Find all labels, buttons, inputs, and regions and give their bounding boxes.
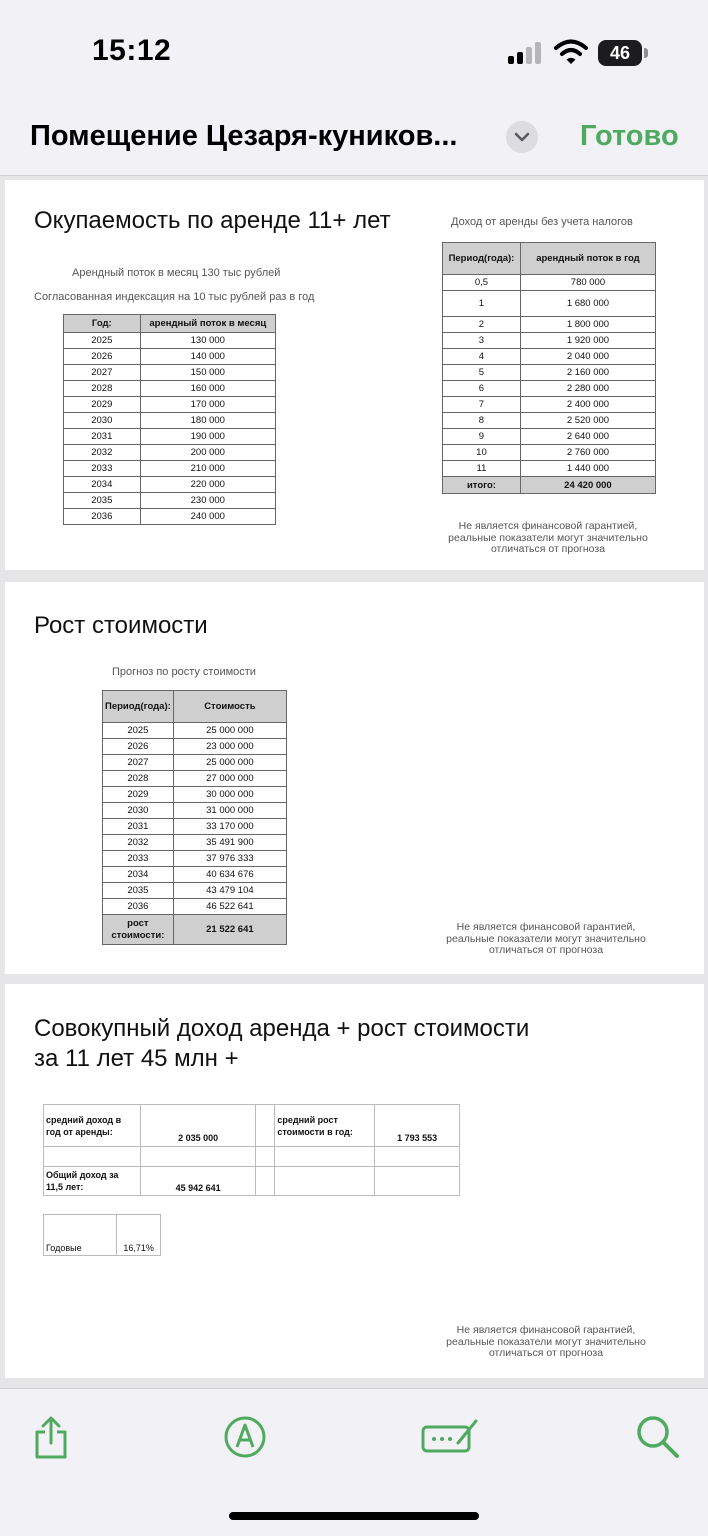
table-row (64, 349, 276, 365)
forecast-caption: Прогноз по росту стоимости (112, 666, 256, 678)
table-row (443, 333, 656, 349)
row-value: 1 800 000 (520, 317, 655, 333)
row-value: 190 000 (140, 429, 275, 445)
row-value: 220 000 (140, 477, 275, 493)
row-label: 2034 (103, 867, 174, 883)
table-row (443, 349, 656, 365)
table-row (64, 461, 276, 477)
row-label: 4 (443, 349, 521, 365)
table-row (103, 883, 287, 899)
markup-icon[interactable] (221, 1413, 269, 1461)
disclaimer: Не является финансовой гарантией, реальные показатели могут значительно отличаться от прогноза (446, 1324, 646, 1359)
table-row (103, 835, 287, 851)
total-income-value: 45 942 641 (140, 1167, 256, 1196)
row-label: 2032 (103, 835, 174, 851)
annual-yield-value: 16,71% (117, 1215, 161, 1256)
table-header: Год: (64, 315, 141, 333)
table-row (443, 445, 656, 461)
rent-income-caption: Доход от аренды без учета налогов (451, 216, 633, 228)
row-label: 0,5 (443, 275, 521, 291)
page-title: Окупаемость по аренде 11+ лет (34, 207, 391, 234)
rent-note: Арендный поток в месяц 130 тыс рублей (72, 267, 281, 279)
row-value: 150 000 (140, 365, 275, 381)
row-label: 2036 (103, 899, 174, 915)
row-value: 30 000 000 (173, 787, 286, 803)
total-label: рост стоимости: (103, 915, 174, 945)
row-value: 37 976 333 (173, 851, 286, 867)
total-income-label: Общий доход за 11,5 лет: (44, 1167, 141, 1196)
row-label: 2025 (64, 333, 141, 349)
row-label: 1 (443, 291, 521, 317)
table-row (64, 397, 276, 413)
row-value: 200 000 (140, 445, 275, 461)
table-row (443, 429, 656, 445)
table-row (103, 803, 287, 819)
row-label: 11 (443, 461, 521, 477)
home-indicator (229, 1512, 479, 1520)
row-label: 6 (443, 381, 521, 397)
row-value: 1 440 000 (520, 461, 655, 477)
done-button[interactable]: Готово (580, 120, 679, 152)
table-row (443, 291, 656, 317)
table-row (64, 477, 276, 493)
total-value: 21 522 641 (173, 915, 286, 945)
bottom-toolbar (0, 1388, 708, 1536)
avg-rent-value: 2 035 000 (140, 1105, 256, 1147)
row-value: 130 000 (140, 333, 275, 349)
row-label: 2030 (64, 413, 141, 429)
table-row (103, 899, 287, 915)
table-header: Период(года): (443, 243, 521, 275)
page-title-line2: за 11 лет 45 млн + (34, 1045, 239, 1072)
table-row (64, 445, 276, 461)
row-value: 2 760 000 (520, 445, 655, 461)
disclaimer: Не является финансовой гарантией, реальные показатели могут значительно отличаться от прогноза (446, 921, 646, 956)
share-icon[interactable] (27, 1413, 75, 1461)
row-label: 2027 (103, 755, 174, 771)
row-label: 2035 (103, 883, 174, 899)
table-row (103, 851, 287, 867)
table-header: арендный поток в год (520, 243, 655, 275)
annual-yield-table (43, 1214, 161, 1256)
table-row (64, 509, 276, 525)
row-value: 230 000 (140, 493, 275, 509)
status-time: 15:12 (92, 34, 172, 67)
status-bar (0, 0, 708, 100)
table-row (64, 333, 276, 349)
row-value: 43 479 104 (173, 883, 286, 899)
keyboard-edit-icon[interactable] (420, 1413, 480, 1461)
total-label: итого: (443, 477, 521, 494)
row-label: 2029 (103, 787, 174, 803)
row-label: 2028 (64, 381, 141, 397)
row-label: 2033 (64, 461, 141, 477)
row-value: 2 400 000 (520, 397, 655, 413)
table-header: арендный поток в месяц (140, 315, 275, 333)
table-row (443, 275, 656, 291)
row-label: 2027 (64, 365, 141, 381)
avg-growth-value: 1 793 553 (375, 1105, 460, 1147)
row-label: 2026 (64, 349, 141, 365)
table-row (103, 771, 287, 787)
table-row (103, 739, 287, 755)
table-row (443, 461, 656, 477)
row-value: 35 491 900 (173, 835, 286, 851)
table-row (103, 723, 287, 739)
value-forecast-table (102, 690, 287, 945)
battery-level: 46 (598, 40, 642, 66)
row-label: 8 (443, 413, 521, 429)
row-label: 2028 (103, 771, 174, 787)
row-label: 2030 (103, 803, 174, 819)
chevron-down-icon[interactable] (506, 121, 538, 153)
row-label: 2031 (64, 429, 141, 445)
row-label: 2025 (103, 723, 174, 739)
document-title[interactable]: Помещение Цезаря-куников... (30, 120, 458, 152)
row-value: 140 000 (140, 349, 275, 365)
wifi-icon (554, 38, 588, 66)
table-row (64, 429, 276, 445)
table-row (443, 381, 656, 397)
row-value: 2 160 000 (520, 365, 655, 381)
row-label: 2026 (103, 739, 174, 755)
row-value: 46 522 641 (173, 899, 286, 915)
row-value: 2 280 000 (520, 381, 655, 397)
table-row (64, 413, 276, 429)
table-row (103, 755, 287, 771)
row-value: 780 000 (520, 275, 655, 291)
page-title-line1: Совокупный доход аренда + рост стоимости (34, 1015, 530, 1042)
page-total-income (5, 984, 704, 1378)
row-label: 10 (443, 445, 521, 461)
summary-table (43, 1104, 460, 1196)
row-label: 2029 (64, 397, 141, 413)
row-value: 170 000 (140, 397, 275, 413)
row-value: 2 520 000 (520, 413, 655, 429)
row-label: 3 (443, 333, 521, 349)
row-value: 160 000 (140, 381, 275, 397)
search-icon[interactable] (634, 1413, 682, 1461)
table-row (103, 867, 287, 883)
row-label: 2035 (64, 493, 141, 509)
row-label: 5 (443, 365, 521, 381)
table-row (103, 819, 287, 835)
nav-bar (0, 100, 708, 176)
row-value: 2 640 000 (520, 429, 655, 445)
table-header: Период(года): (103, 691, 174, 723)
page-value-growth (5, 582, 704, 974)
row-value: 31 000 000 (173, 803, 286, 819)
row-label: 7 (443, 397, 521, 413)
row-value: 2 040 000 (520, 349, 655, 365)
page-title: Рост стоимости (34, 612, 208, 639)
table-row (103, 787, 287, 803)
row-label: 2036 (64, 509, 141, 525)
cellular-signal-icon (508, 42, 544, 64)
row-label: 2034 (64, 477, 141, 493)
row-value: 40 634 676 (173, 867, 286, 883)
row-label: 2033 (103, 851, 174, 867)
avg-rent-label: средний доход в год от аренды: (44, 1105, 141, 1147)
row-value: 1 680 000 (520, 291, 655, 317)
row-label: 2031 (103, 819, 174, 835)
annual-rent-table (442, 242, 656, 494)
row-label: 2032 (64, 445, 141, 461)
battery-icon (598, 40, 648, 66)
page-payback (5, 180, 704, 570)
indexation-note: Согласованная индексация на 10 тыс рублей раз в год (34, 291, 315, 303)
row-value: 210 000 (140, 461, 275, 477)
row-value: 23 000 000 (173, 739, 286, 755)
row-label: 2 (443, 317, 521, 333)
total-value: 24 420 000 (520, 477, 655, 494)
row-value: 33 170 000 (173, 819, 286, 835)
table-header: Стоимость (173, 691, 286, 723)
table-row (443, 317, 656, 333)
table-row (443, 397, 656, 413)
table-row (64, 365, 276, 381)
disclaimer: Не является финансовой гарантией, реальные показатели могут значительно отличаться от прогноза (448, 520, 648, 555)
table-row (64, 493, 276, 509)
row-label: 9 (443, 429, 521, 445)
row-value: 1 920 000 (520, 333, 655, 349)
table-row (443, 365, 656, 381)
row-value: 27 000 000 (173, 771, 286, 787)
table-row (64, 381, 276, 397)
row-value: 180 000 (140, 413, 275, 429)
rent-by-year-table (63, 314, 276, 525)
annual-yield-label: Годовые (44, 1215, 117, 1256)
row-value: 25 000 000 (173, 723, 286, 739)
table-row (443, 413, 656, 429)
row-value: 240 000 (140, 509, 275, 525)
avg-growth-label: средний рост стоимости в год: (275, 1105, 375, 1147)
row-value: 25 000 000 (173, 755, 286, 771)
